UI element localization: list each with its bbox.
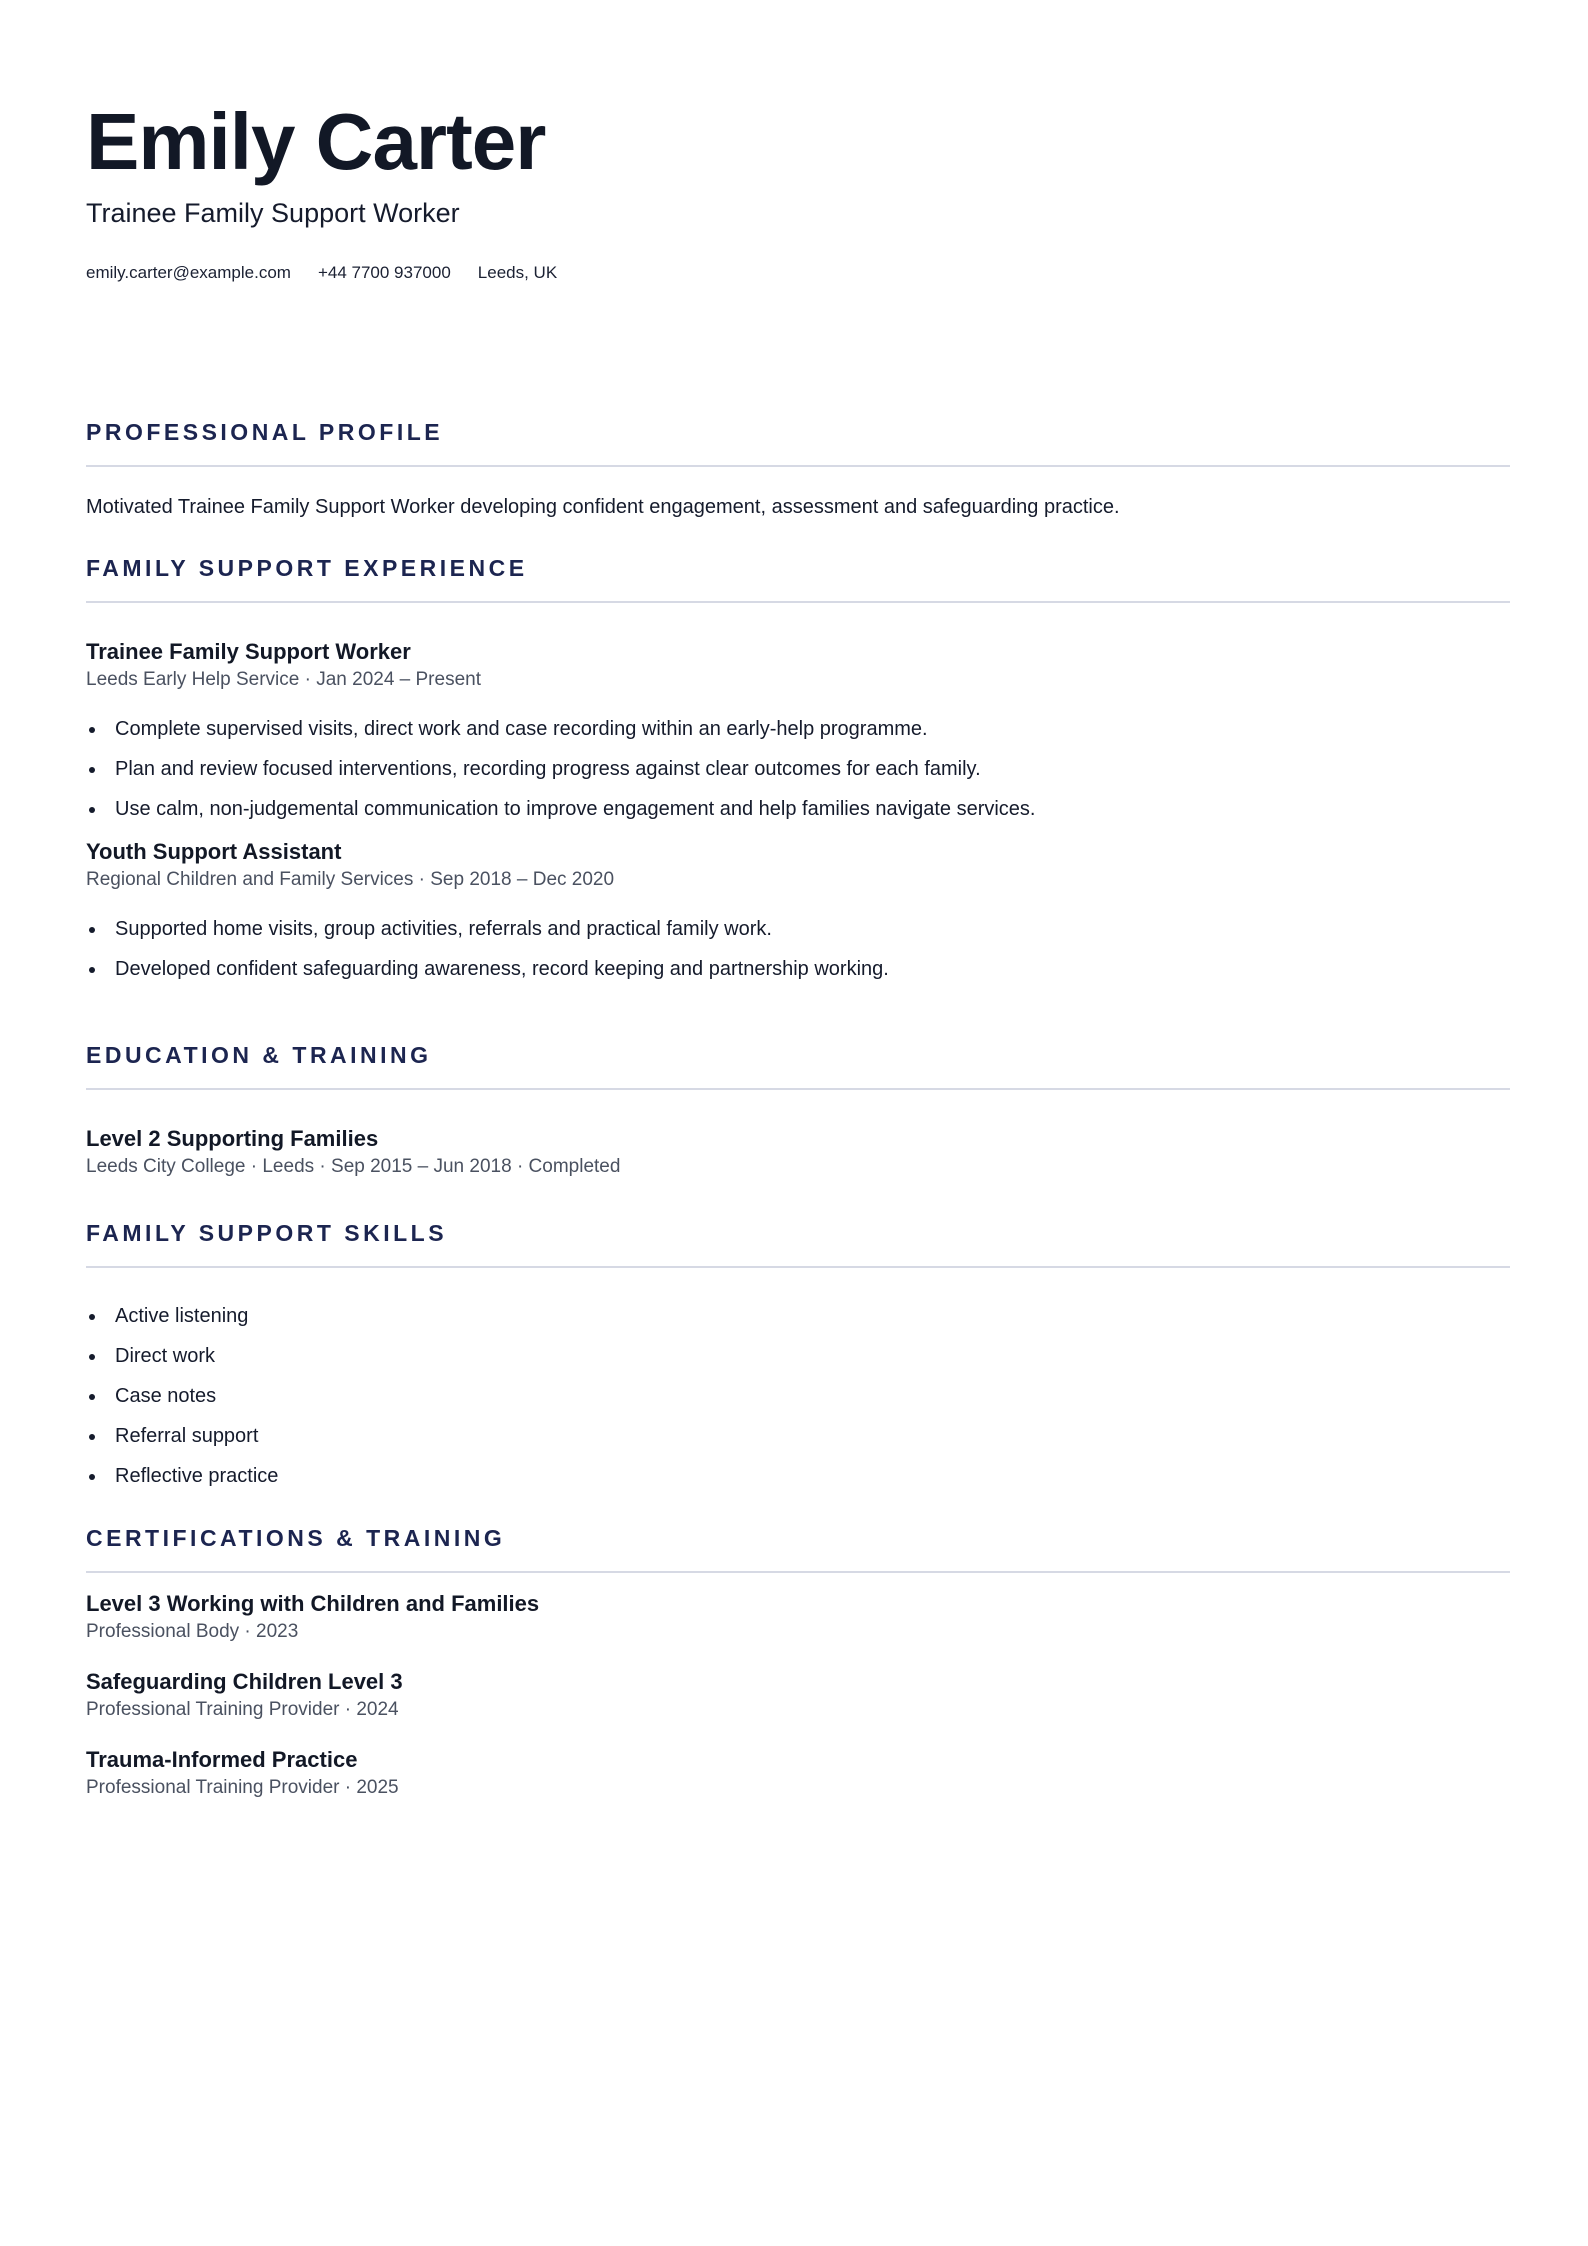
job-meta: Leeds Early Help Service · Jan 2024 – Present (86, 669, 481, 690)
skills-list (86, 1302, 1510, 1490)
certification-title: Level 3 Working with Children and Families (86, 1591, 540, 1616)
list-item: Plan and review focused interventions, recording progress against clear outcomes for each family. (86, 755, 1510, 783)
certification-title: Trauma-Informed Practice (86, 1747, 358, 1772)
job-bullets (86, 915, 1510, 983)
education-title: Level 2 Supporting Families (86, 1126, 379, 1151)
job-meta: Regional Children and Family Services · Sep 2018 – Dec 2020 (86, 869, 615, 890)
profile-section (86, 417, 1510, 521)
section-divider (86, 601, 1510, 603)
profile-text: Motivated Trainee Family Support Worker developing confident engagement, assessment and safeguarding practice. (86, 496, 1120, 518)
section-divider (86, 1088, 1510, 1090)
skills-heading: FAMILY SUPPORT SKILLS (86, 1220, 448, 1246)
section-divider (86, 1571, 1510, 1573)
certification-meta: Professional Training Provider · 2024 (86, 1699, 399, 1720)
skill-item: Case notes (86, 1382, 1510, 1410)
experience-heading: FAMILY SUPPORT EXPERIENCE (86, 555, 528, 581)
profile-heading: PROFESSIONAL PROFILE (86, 419, 444, 445)
skill-item: Direct work (86, 1342, 1510, 1370)
education-heading: EDUCATION & TRAINING (86, 1042, 432, 1068)
certifications-heading: CERTIFICATIONS & TRAINING (86, 1525, 506, 1551)
skill-item: Active listening (86, 1302, 1510, 1330)
list-item: Complete supervised visits, direct work and case recording within an early-help programme. (86, 715, 1510, 743)
candidate-name: Emily Carter (86, 97, 546, 186)
job-title: Trainee Family Support Worker (86, 639, 411, 664)
contact-email: emily.carter@example.com (86, 263, 291, 282)
contact-location: Leeds, UK (477, 263, 558, 282)
certification-meta: Professional Body · 2023 (86, 1621, 299, 1642)
certification-entry (86, 1667, 1510, 1723)
certification-title: Safeguarding Children Level 3 (86, 1669, 403, 1694)
section-divider (86, 465, 1510, 467)
job-title: Youth Support Assistant (86, 839, 342, 864)
section-divider (86, 1266, 1510, 1268)
job-entry (86, 837, 1510, 983)
skill-item: Referral support (86, 1422, 1510, 1450)
certification-entry (86, 1589, 1510, 1645)
contact-phone: +44 7700 937000 (317, 263, 451, 282)
job-bullets (86, 715, 1510, 823)
education-entry (86, 1124, 1510, 1180)
list-item: Developed confident safeguarding awareness, record keeping and partnership working. (86, 955, 1510, 983)
job-entry (86, 637, 1510, 823)
skills-section (86, 1218, 1510, 1502)
contact-line (86, 262, 557, 284)
experience-section (86, 553, 1510, 995)
education-section (86, 1040, 1510, 1180)
certifications-section (86, 1523, 1510, 1801)
list-item: Supported home visits, group activities, referrals and practical family work. (86, 915, 1510, 943)
skill-item: Reflective practice (86, 1462, 1510, 1490)
list-item: Use calm, non-judgemental communication to improve engagement and help families navigate services. (86, 795, 1510, 823)
education-meta: Leeds City College · Leeds · Sep 2015 – Jun 2018 · Completed (86, 1156, 621, 1177)
candidate-title: Trainee Family Support Worker (86, 198, 460, 228)
certification-entry (86, 1745, 1510, 1801)
certification-meta: Professional Training Provider · 2025 (86, 1777, 399, 1798)
